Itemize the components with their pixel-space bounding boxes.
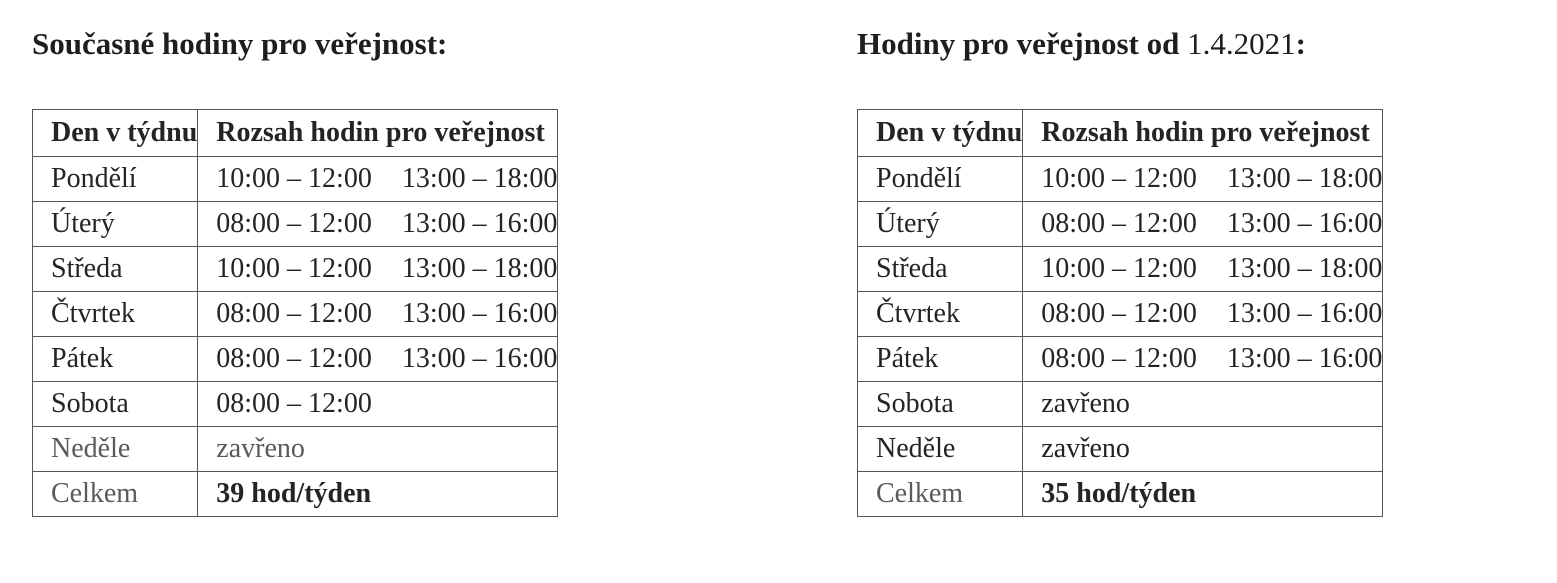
table-row [858, 427, 1383, 472]
time-slot: 10:00 – 12:00 [216, 163, 372, 194]
time-slot: 08:00 – 12:00 [1041, 208, 1197, 239]
day-cell: Čtvrtek [858, 292, 1023, 337]
time-slot: 13:00 – 18:00 [1226, 163, 1383, 194]
table-row [858, 247, 1383, 292]
range-cell [198, 157, 558, 202]
table-row [33, 337, 558, 382]
time-slot: 13:00 – 16:00 [401, 298, 558, 329]
total-label: Celkem [858, 472, 1023, 517]
current-hours-table [32, 109, 558, 517]
table-row [33, 427, 558, 472]
table-row [858, 382, 1383, 427]
day-cell: Středa [33, 247, 198, 292]
table-total-row [858, 472, 1383, 517]
time-slot: 08:00 – 12:00 [1041, 343, 1197, 374]
day-cell: Úterý [33, 202, 198, 247]
future-hours-title [857, 26, 1306, 62]
table-row [858, 157, 1383, 202]
future-title-text: Hodiny pro veřejnost od [857, 26, 1180, 61]
day-cell: Sobota [33, 382, 198, 427]
time-slot: 08:00 – 12:00 [216, 208, 372, 239]
range-cell: zavřeno [1023, 427, 1383, 472]
table-row [33, 157, 558, 202]
total-value: 39 hod/týden [198, 472, 558, 517]
day-cell: Čtvrtek [33, 292, 198, 337]
range-cell [198, 382, 558, 427]
time-slot: 13:00 – 16:00 [401, 208, 558, 239]
future-hours-table [857, 109, 1383, 517]
day-cell: Pátek [858, 337, 1023, 382]
time-slot: 10:00 – 12:00 [1041, 163, 1197, 194]
total-value: 35 hod/týden [1023, 472, 1383, 517]
time-slot: 13:00 – 16:00 [401, 343, 558, 374]
range-cell [1023, 292, 1383, 337]
header-range: Rozsah hodin pro veřejnost [198, 110, 558, 157]
day-cell: Neděle [33, 427, 198, 472]
table-row [33, 382, 558, 427]
header-range: Rozsah hodin pro veřejnost [1023, 110, 1383, 157]
day-cell: Sobota [858, 382, 1023, 427]
range-cell [198, 337, 558, 382]
time-slot: 10:00 – 12:00 [1041, 253, 1197, 284]
time-slot: 13:00 – 18:00 [401, 253, 558, 284]
day-cell: Středa [858, 247, 1023, 292]
table-row [33, 202, 558, 247]
range-cell [1023, 247, 1383, 292]
time-slot: 08:00 – 12:00 [216, 298, 372, 329]
range-cell [198, 202, 558, 247]
table-header-row [858, 110, 1383, 157]
range-cell: zavřeno [1023, 382, 1383, 427]
range-cell [1023, 202, 1383, 247]
future-title-suffix: : [1295, 26, 1306, 61]
range-cell [1023, 337, 1383, 382]
time-slot: 13:00 – 16:00 [1226, 298, 1383, 329]
table-header-row [33, 110, 558, 157]
day-cell: Úterý [858, 202, 1023, 247]
range-cell [1023, 157, 1383, 202]
time-slot: 08:00 – 12:00 [216, 343, 372, 374]
table-row [858, 202, 1383, 247]
range-cell: zavřeno [198, 427, 558, 472]
time-slot: 13:00 – 18:00 [1226, 253, 1383, 284]
range-cell [198, 292, 558, 337]
table-row [33, 247, 558, 292]
time-slot: 08:00 – 12:00 [216, 388, 372, 419]
day-cell: Pátek [33, 337, 198, 382]
time-slot: 13:00 – 16:00 [1226, 208, 1383, 239]
table-row [858, 292, 1383, 337]
header-day: Den v týdnu [858, 110, 1023, 157]
range-cell [198, 247, 558, 292]
time-slot: 08:00 – 12:00 [1041, 298, 1197, 329]
table-row [33, 292, 558, 337]
time-slot: 10:00 – 12:00 [216, 253, 372, 284]
future-title-date: 1.4.2021 [1187, 26, 1296, 61]
table-row [858, 337, 1383, 382]
time-slot: 13:00 – 16:00 [1226, 343, 1383, 374]
day-cell: Pondělí [858, 157, 1023, 202]
table-total-row [33, 472, 558, 517]
time-slot: 13:00 – 18:00 [401, 163, 558, 194]
current-hours-title: Současné hodiny pro veřejnost: [32, 26, 448, 61]
total-label: Celkem [33, 472, 198, 517]
day-cell: Pondělí [33, 157, 198, 202]
header-day: Den v týdnu [33, 110, 198, 157]
day-cell: Neděle [858, 427, 1023, 472]
